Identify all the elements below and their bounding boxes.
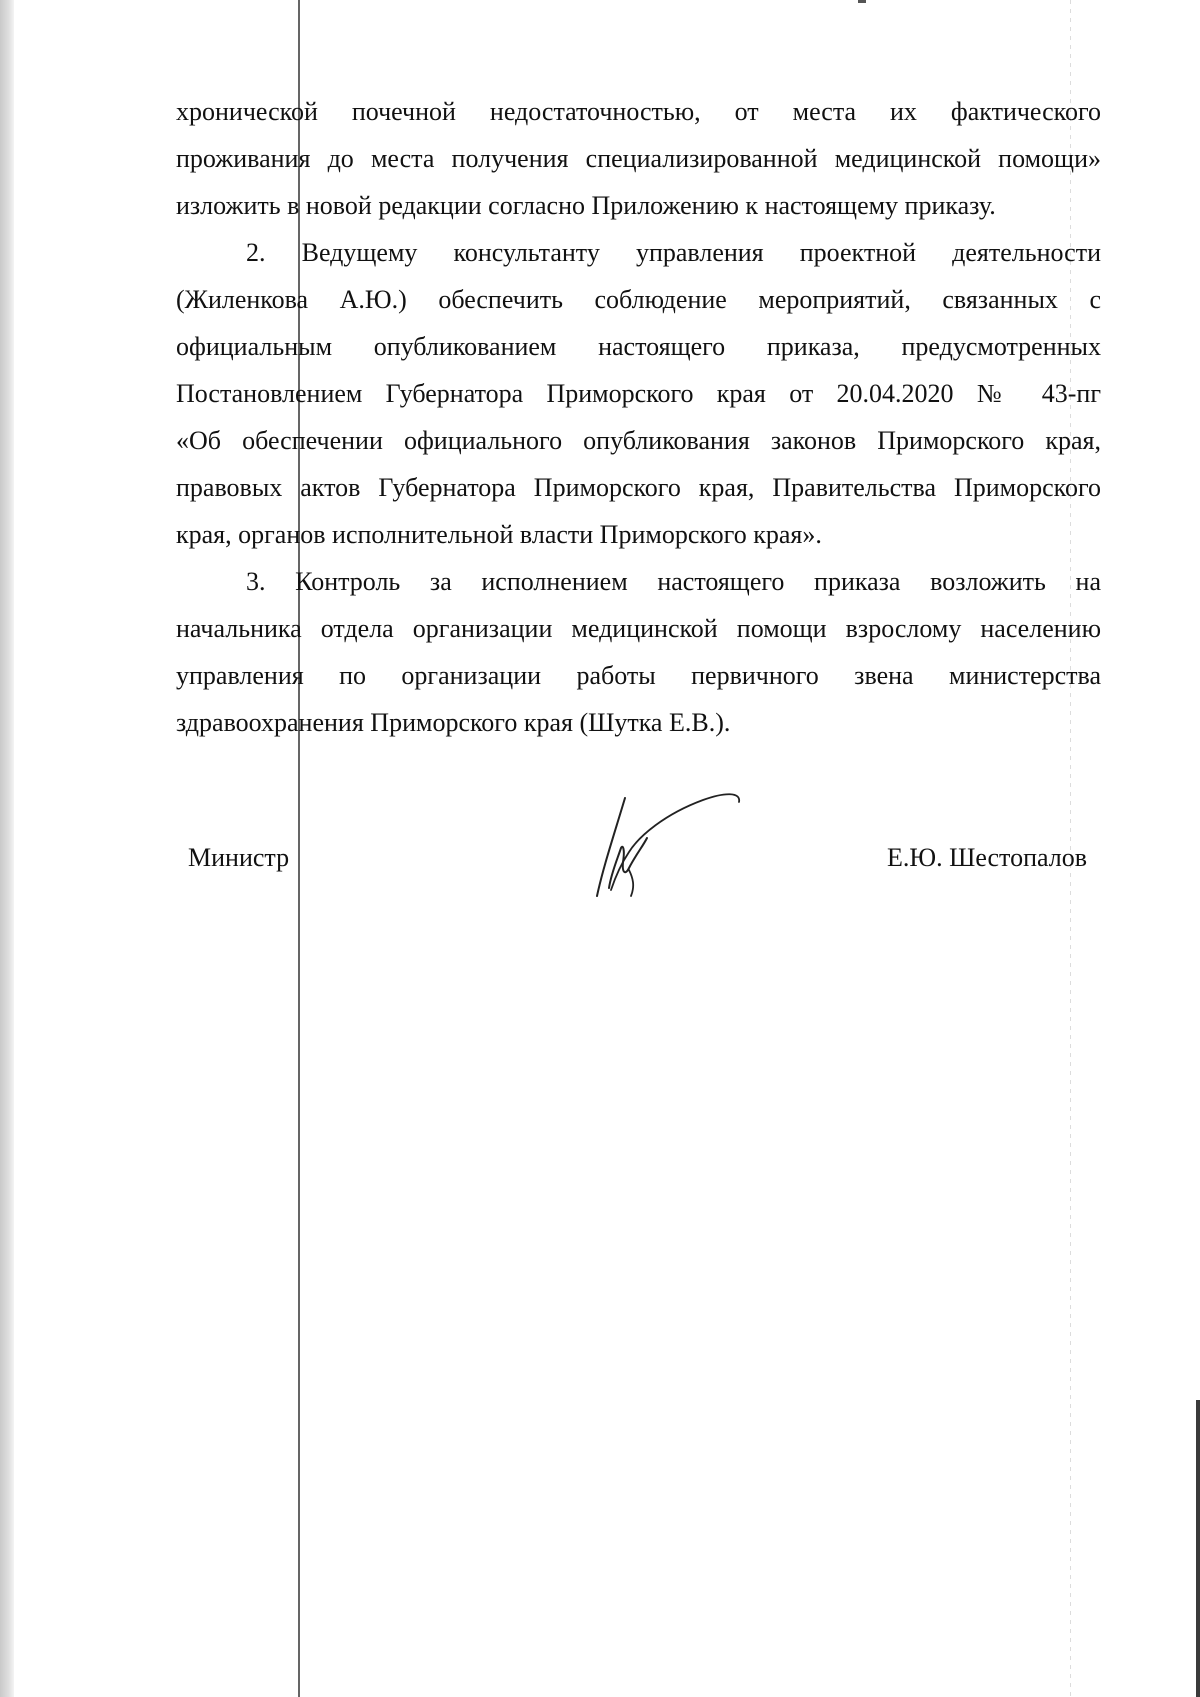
paragraph-3-line-2: начальника отдела организации медицинской помощи взрослому населению xyxy=(176,614,1101,643)
paragraph-3-line-3: управления по организации работы первичного звена министерства xyxy=(176,661,1101,690)
paragraph-2-line-5: «Об обеспечении официального опубликования законов Приморского края, xyxy=(176,426,1101,455)
paragraph-1-line-3: изложить в новой редакции согласно Приложению к настоящему приказу. xyxy=(176,191,996,220)
handwritten-signature xyxy=(555,778,755,908)
paragraph-2-line-4: Постановлением Губернатора Приморского края от 20.04.2020 № 43-пг xyxy=(176,379,1101,408)
paragraph-2-line-3: официальным опубликованием настоящего приказа, предусмотренных xyxy=(176,332,1101,361)
paragraph-2-line-7: края, органов исполнительной власти Приморского края». xyxy=(176,520,822,549)
paragraph-2-line-6: правовых актов Губернатора Приморского края, Правительства Приморского xyxy=(176,473,1101,502)
paragraph-2-line-1: 2. Ведущему консультанту управления проектной деятельности xyxy=(246,238,1101,267)
paragraph-2-line-2: (Жиленкова А.Ю.) обеспечить соблюдение мероприятий, связанных с xyxy=(176,285,1101,314)
paragraph-3-line-4: здравоохранения Приморского края (Шутка Е.В.). xyxy=(176,708,731,737)
paragraph-1-line-2: проживания до места получения специализированной медицинской помощи» xyxy=(176,144,1101,173)
document-body xyxy=(176,94,1101,794)
signatory-name: Е.Ю. Шестопалов xyxy=(887,843,1088,872)
scan-right-edge xyxy=(1196,1400,1200,1697)
signatory-title: Министр xyxy=(188,843,290,872)
paragraph-1-line-1: хронической почечной недостаточностью, от места их фактического xyxy=(176,97,1101,126)
paragraph-3-line-1: 3. Контроль за исполнением настоящего приказа возложить на xyxy=(246,567,1101,596)
scan-top-mark xyxy=(858,0,866,3)
